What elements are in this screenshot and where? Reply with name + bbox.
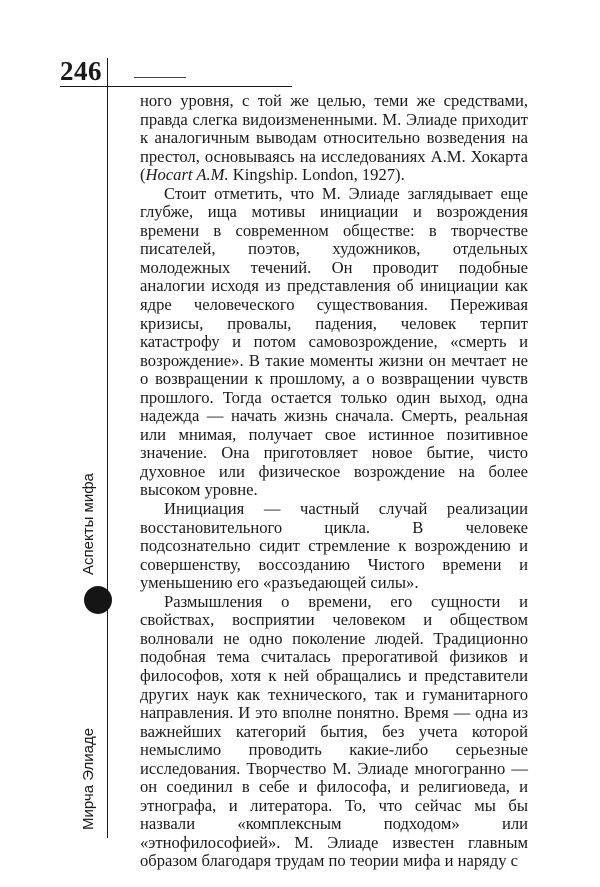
running-head-bullet <box>84 586 112 614</box>
header-rule <box>60 86 292 87</box>
paragraph: Размышления о времени, его сущности и свойствах, восприятии человеком и обществом волновали не одно поколение людей. Традиционно подобная тема считалась прерогативой физиков и философов, хотя к ней обращались и представители других наук как технического, так и гуманитарного направления. И это вполне понятно. Время — одна из важнейших категорий бытия, без учета которой немыслимо проводить какие-либо серьезные исследования. Творчество М. Элиаде многогранно — он соединил в себе и философа, и религиоведа, и этнографа, и литератора. То, что сейчас мы бы назвали «комплексным подходом» или «этнофилософией». М. Элиаде известен главным образом благодаря трудам по теории мифа и наряду с <box>140 591 528 871</box>
paragraph <box>140 92 528 185</box>
citation-tail: Kingship. London, 1927). <box>228 165 405 185</box>
running-head-book-title: Аспекты мифа <box>80 473 97 575</box>
paragraph: Стоит отметить, что М. Элиаде заглядывает еще глубже, ища мотивы инициации и возрождения времени в современном обществе: в творчестве писателей, поэтов, художников, отдельных молодежных течений. Он проводит подобные аналогии исходя из представления об инициации как ядре человеческого существования. Переживая кризисы, провалы, падения, человек терпит катастрофу и потом самовозрождение, «смерть и возрождение». В такие моменты жизни он мечтает не о возвращении к прошлому, а о возвращении чувств прошлого. Тогда остается только один выход, одна надежда — начать жизнь сначала. Смерть, реальная или мнимая, получает свое истинное позитивное значение. Она приготовляет новое бытие, чисто духовное или физическое возрождение на более высоком уровне. <box>140 183 528 500</box>
paragraph-text: ного уровня, с той же целью, теми же средствами, правда слегка видоизмененными. М. Элиаде приходит к аналогичным выводам относительно возведения на престол, основываясь на исследованиях А.М. Хокарта ( <box>140 91 528 185</box>
body-text <box>140 92 528 871</box>
header-dash <box>134 77 186 78</box>
citation-author: Hocart A.M. <box>145 165 229 185</box>
margin-rule <box>107 58 108 838</box>
running-head-author: Мирча Элиаде <box>80 727 97 830</box>
page-number: 246 <box>60 56 102 86</box>
paragraph: Инициация — частный случай реализации восстановительного цикла. В человеке подсознательно сидит стремление к возрождению и совершенству, воссозданию Чистого времени и уменьшению его «разъедающей силы». <box>140 499 528 593</box>
